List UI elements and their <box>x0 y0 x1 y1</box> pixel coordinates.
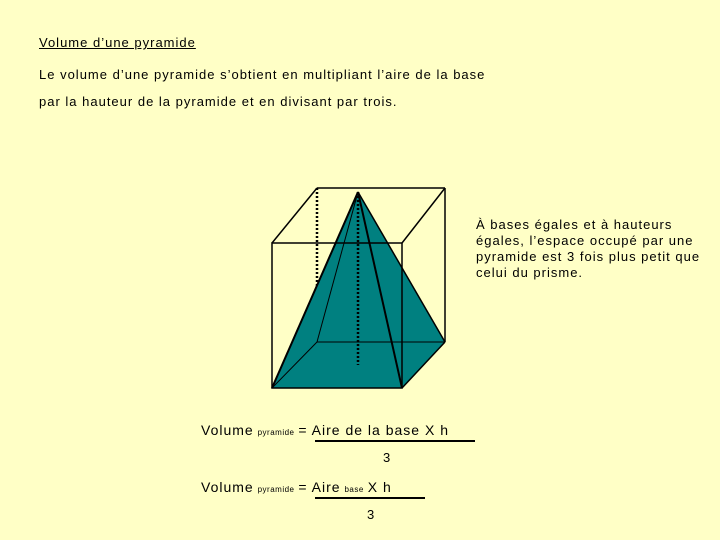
formula-2 <box>201 479 392 495</box>
comparison-note: À bases égales et à hauteurs égales, l’espace occupé par une pyramide est 3 fois plus petit que celui du prisme. <box>476 217 701 280</box>
formula-1-volume: Volume <box>201 422 254 438</box>
intro-line-2: par la hauteur de la pyramide et en divisant par trois. <box>39 94 398 109</box>
formula-1 <box>201 422 449 438</box>
formula-2-base-subscript: base <box>344 485 364 494</box>
formula-2-subscript: pyramide <box>257 485 295 494</box>
formula-1-denominator: 3 <box>383 450 391 465</box>
formula-1-subscript: pyramide <box>257 428 295 437</box>
formula-2-volume: Volume <box>201 479 254 495</box>
formula-2-factor: X h <box>367 479 392 495</box>
formula-2-denominator: 3 <box>367 507 375 522</box>
formula-2-fraction-bar <box>315 497 425 499</box>
prism-top-right-edge <box>402 188 445 243</box>
formula-2-rhs: = Aire <box>298 479 341 495</box>
formula-1-fraction-bar <box>315 440 475 442</box>
page-title: Volume d’une pyramide <box>39 35 196 50</box>
intro-line-1: Le volume d’une pyramide s’obtient en multipliant l’aire de la base <box>39 67 486 82</box>
prism-top-left-edge <box>272 188 317 243</box>
formula-1-rhs: = Aire de la base X h <box>298 422 449 438</box>
